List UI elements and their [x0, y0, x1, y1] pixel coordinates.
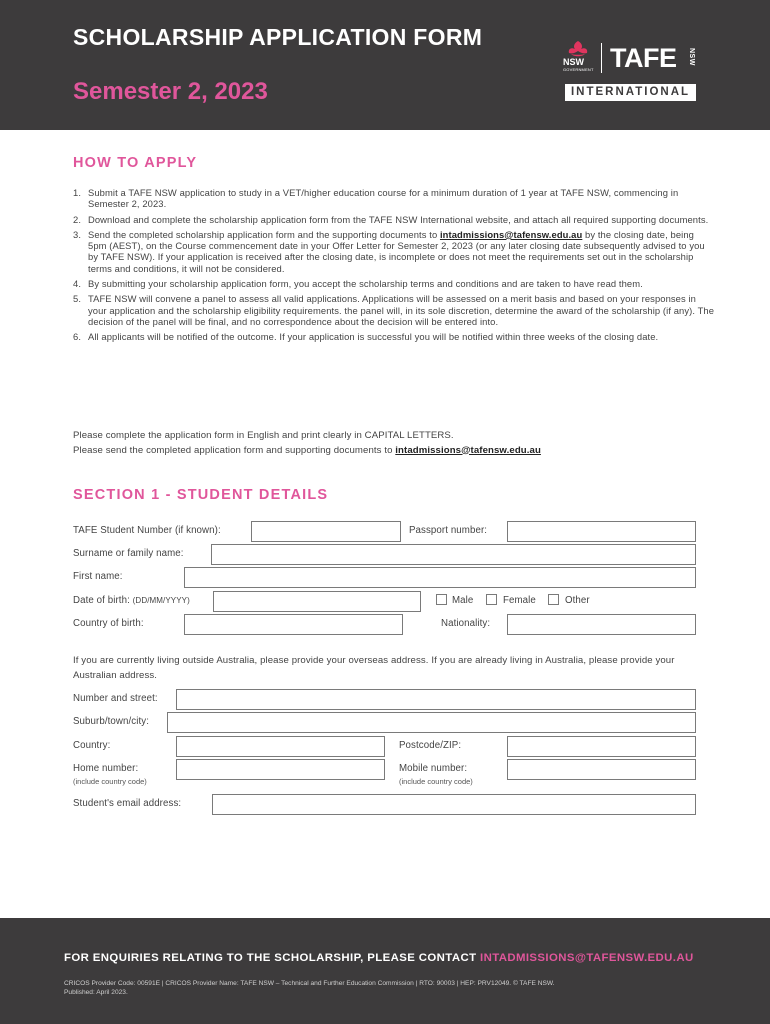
- home-number-field[interactable]: [176, 759, 385, 780]
- mobile-number-label: Mobile number:: [399, 763, 468, 774]
- cricos-info: CRICOS Provider Code: 00591E | CRICOS Provider Name: TAFE NSW – Technical and Further Education Commission | RTO: 90003 | HEP: PRV12049. © TAFE NSW.: [64, 980, 555, 987]
- male-checkbox[interactable]: [436, 594, 447, 605]
- send-documents-note: [73, 444, 541, 459]
- tafe-nsw-international-logo: [560, 40, 700, 104]
- international-badge: INTERNATIONAL: [565, 84, 696, 101]
- first-name-label: First name:: [73, 571, 123, 582]
- nsw-vertical-wordmark: NSW: [688, 48, 695, 66]
- send-documents-text: Please send the completed application form and supporting documents to: [73, 444, 396, 456]
- enquiries-email-link[interactable]: INTADMISSIONS@TAFENSW.EDU.AU: [480, 952, 694, 964]
- list-item-number: 5.: [73, 293, 82, 305]
- intadmissions-email-link[interactable]: intadmissions@tafensw.edu.au: [439, 228, 583, 240]
- instructions-note: [73, 429, 541, 458]
- postcode-label: Postcode/ZIP:: [399, 740, 462, 751]
- nationality-field[interactable]: [507, 614, 696, 635]
- male-option-label: Male: [452, 595, 474, 606]
- list-item: [73, 278, 715, 289]
- list-item-text: Download and complete the scholarship application form from the TAFE NSW International website, and attach all required supporting documents.: [88, 213, 709, 225]
- home-number-hint: (include country code): [73, 777, 147, 786]
- suburb-field[interactable]: [167, 712, 696, 733]
- list-item-text: by the closing date, being 5pm (AEST), on the Course commencement date in your Offer Letter for Semester 2, 2023 (or any later closing date subsequently advised to you by TAFE NSW). If your application is received after the closing date, is incomplete or does not meet the requirements set out in the scholarship terms and conditions, it will not be considered.: [88, 228, 705, 274]
- dob-label-text: Date of birth:: [73, 595, 130, 606]
- email-field[interactable]: [212, 794, 696, 815]
- page-footer: [0, 918, 770, 1024]
- list-item: [73, 187, 715, 210]
- passport-number-label: Passport number:: [409, 525, 488, 536]
- list-item: [73, 293, 715, 327]
- student-number-field[interactable]: [251, 521, 401, 542]
- student-number-label: TAFE Student Number (if known):: [73, 525, 221, 536]
- enquiries-contact: [64, 952, 694, 964]
- list-item-text: Send the completed scholarship application form and the supporting documents to: [88, 228, 440, 240]
- date-of-birth-field[interactable]: [213, 591, 421, 612]
- nationality-label: Nationality:: [441, 618, 491, 629]
- logo-divider: [601, 43, 602, 73]
- list-item-number: 1.: [73, 187, 82, 198]
- dob-format-hint: (DD/MM/YYYY): [132, 596, 190, 605]
- country-field[interactable]: [176, 736, 385, 757]
- list-item-text: By submitting your scholarship application form, you accept the scholarship terms and conditions and are taken to have read them.: [88, 278, 643, 290]
- enquiries-text: FOR ENQUIRIES RELATING TO THE SCHOLARSHIP, PLEASE CONTACT: [64, 952, 480, 964]
- intadmissions-email-link[interactable]: intadmissions@tafensw.edu.au: [395, 444, 541, 456]
- list-item: [73, 229, 715, 274]
- semester-subtitle: Semester 2, 2023: [73, 78, 268, 105]
- waratah-icon: [563, 40, 593, 58]
- list-item-text: Submit a TAFE NSW application to study in a VET/higher education course for a minimum duration of 1 year at TAFE NSW, commencing in Semester 2, 2023.: [88, 187, 679, 210]
- list-item-number: 2.: [73, 213, 82, 225]
- first-name-field[interactable]: [184, 567, 696, 588]
- street-field[interactable]: [176, 689, 696, 710]
- postcode-field[interactable]: [507, 736, 696, 757]
- suburb-label: Suburb/town/city:: [73, 716, 150, 727]
- nsw-wordmark: NSW: [563, 57, 584, 67]
- street-label: Number and street:: [73, 693, 158, 704]
- how-to-apply-list: [73, 187, 715, 347]
- published-date: Published: April 2023.: [64, 989, 128, 996]
- surname-field[interactable]: [211, 544, 696, 565]
- mobile-number-field[interactable]: [507, 759, 696, 780]
- tafe-wordmark: TAFE: [610, 43, 677, 73]
- female-checkbox[interactable]: [486, 594, 497, 605]
- home-number-label: Home number:: [73, 763, 139, 774]
- country-of-birth-label: Country of birth:: [73, 618, 144, 629]
- other-option-label: Other: [565, 595, 590, 606]
- list-item-text: TAFE NSW will convene a panel to assess all valid applications. Applications will be assessed on a merit basis and based on your responses in your application and the scholarship eligibility requirements. the panel will, in its sole discretion, determine the award of the scholarship (if any). The decision of the panel will be final, and no correspondence about the decision will be entered into.: [88, 293, 715, 327]
- page-header: [0, 0, 770, 130]
- address-instructions: If you are currently living outside Australia, please provide your overseas address. If you are already living in Australia, please provide your Australian address.: [73, 655, 675, 681]
- dob-label: [73, 595, 190, 606]
- female-option-label: Female: [503, 595, 536, 606]
- list-item: [73, 331, 715, 342]
- list-item: [73, 214, 715, 225]
- section1-heading: SECTION 1 - STUDENT DETAILS: [73, 487, 329, 503]
- surname-label: Surname or family name:: [73, 548, 184, 559]
- email-label: Student's email address:: [73, 798, 182, 809]
- country-of-birth-field[interactable]: [184, 614, 403, 635]
- list-item-text: All applicants will be notified of the outcome. If your application is successful you will be notified within three weeks of the closing date.: [88, 331, 659, 343]
- how-to-apply-heading: HOW TO APPLY: [73, 155, 198, 171]
- form-title: SCHOLARSHIP APPLICATION FORM: [73, 24, 483, 50]
- government-wordmark: GOVERNMENT: [563, 67, 594, 72]
- passport-number-field[interactable]: [507, 521, 696, 542]
- list-item-number: 3.: [73, 228, 82, 240]
- mobile-number-hint: (include country code): [399, 777, 473, 786]
- capital-letters-note: Please complete the application form in English and print clearly in CAPITAL LETTERS.: [73, 430, 454, 441]
- other-checkbox[interactable]: [548, 594, 559, 605]
- list-item-number: 4.: [73, 278, 82, 290]
- list-item-number: 6.: [73, 331, 82, 343]
- country-label: Country:: [73, 740, 111, 751]
